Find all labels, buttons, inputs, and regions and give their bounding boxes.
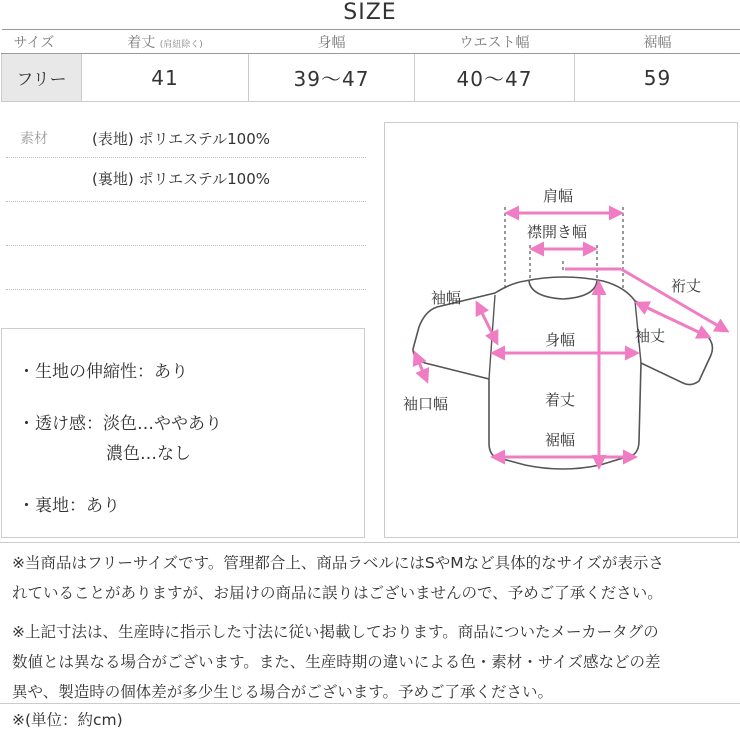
notes-divider-top	[0, 542, 740, 543]
garment-diagram-svg	[385, 123, 739, 539]
label-hem: 裾幅	[545, 431, 576, 449]
material-section	[6, 120, 366, 290]
measurement-diagram	[384, 122, 738, 538]
material-outer: (表地) ポリエステル100%	[92, 130, 271, 148]
note2-line3: 異や、製造時の個体差が多少生じる場合がございます。予めご了承ください。	[12, 683, 553, 701]
material-lining: (裏地) ポリエステル100%	[92, 170, 271, 188]
fabric-properties-box	[1, 328, 365, 538]
label-yuki: 裄丈	[671, 277, 702, 295]
table-row	[2, 54, 740, 102]
label-cuff: 袖口幅	[403, 395, 449, 413]
note-measurements	[12, 617, 740, 707]
unit-note: ※(単位：約cm)	[12, 711, 123, 729]
lining-property: ・裏地：あり	[18, 496, 120, 516]
header-length-label: 着丈	[127, 34, 156, 51]
header-size: サイズ	[2, 30, 82, 54]
label-length: 着丈	[545, 391, 576, 409]
cell-body-width: 39～47	[249, 54, 415, 102]
cell-length: 41	[82, 54, 249, 102]
header-length-note: (肩紐除く)	[159, 39, 203, 50]
note-free-size	[12, 548, 740, 608]
notes-section	[12, 548, 740, 716]
size-table-header	[2, 30, 740, 54]
sheer-dark-property: 濃色…なし	[106, 444, 191, 464]
size-title: SIZE	[343, 0, 397, 25]
label-sleeve-width: 袖幅	[431, 289, 462, 307]
label-body-width: 身幅	[545, 331, 576, 349]
material-row-lining	[6, 158, 366, 202]
note2-line1: ※上記寸法は、生産時に指示した寸法に従い掲載しております。商品についたメーカータグの	[12, 623, 659, 641]
header-waist: ウエスト幅	[415, 30, 575, 54]
label-sleeve-length: 袖丈	[635, 327, 666, 345]
cuff-arrow	[415, 353, 427, 381]
label-shoulder: 肩幅	[543, 187, 574, 205]
neckline	[529, 281, 597, 299]
notes-divider-bottom	[0, 703, 740, 704]
stretch-property: ・生地の伸縮性：あり	[18, 362, 188, 382]
size-table	[1, 29, 740, 102]
material-row-empty-1	[6, 202, 366, 246]
label-neck: 襟開き幅	[527, 223, 588, 241]
note1-line1: ※当商品はフリーサイズです。管理都合上、商品ラベルにはSやMなど具体的なサイズが表示さ	[12, 554, 664, 572]
cell-hem: 59	[575, 54, 740, 102]
material-row-outer	[6, 120, 366, 158]
header-body-width: 身幅	[249, 30, 415, 54]
header-hem: 裾幅	[575, 30, 740, 54]
material-row-empty-2	[6, 246, 366, 290]
note1-line2: れていることがありますが、お届けの商品に誤りはございませんので、予めご了承ください。	[12, 584, 663, 602]
note2-line2: 数値とは異なる場合がございます。また、生産時期の違いによる色・素材・サイズ感などの差	[12, 653, 661, 671]
row-size-name: フリー	[2, 54, 82, 102]
sheer-property: ・透け感：淡色…ややあり	[18, 414, 222, 434]
cell-waist: 40～47	[415, 54, 575, 102]
material-label: 素材	[20, 131, 48, 147]
header-length	[82, 30, 249, 54]
